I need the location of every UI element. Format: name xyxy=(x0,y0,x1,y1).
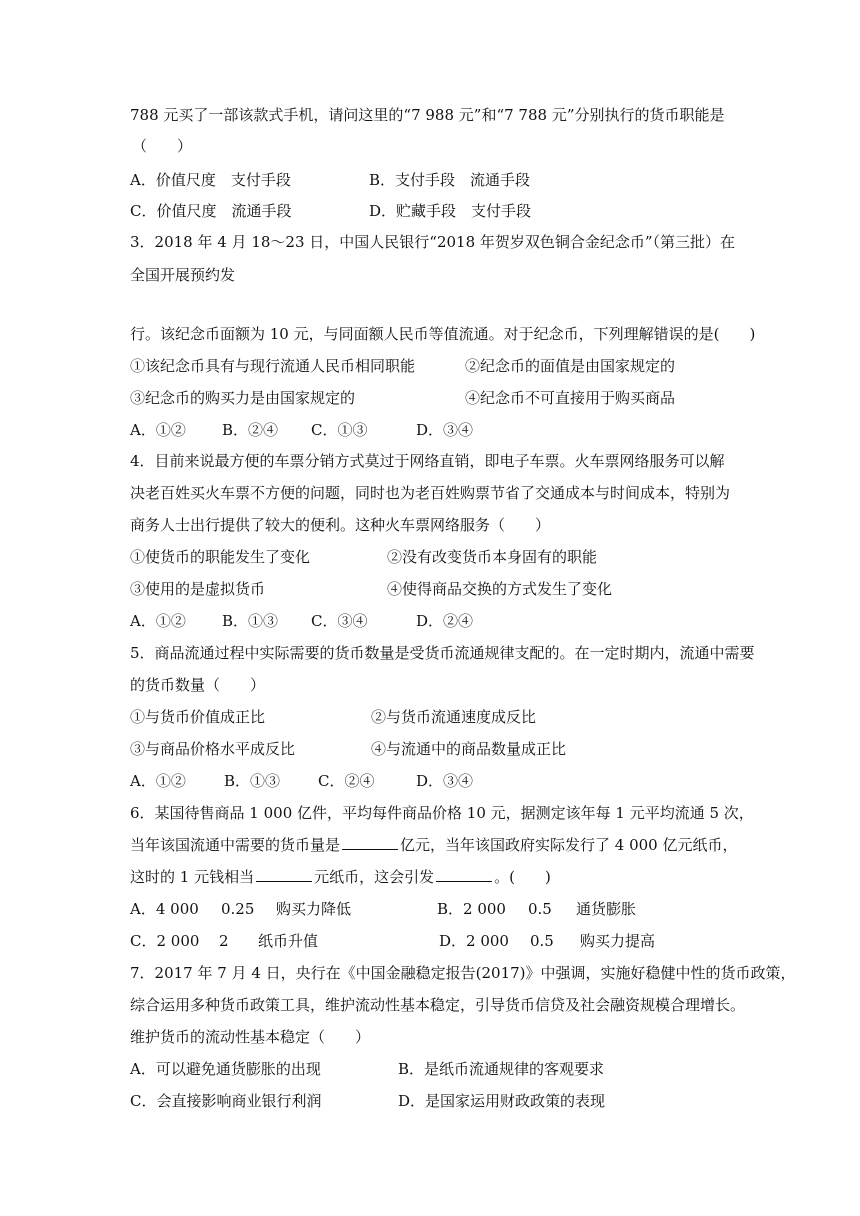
q2-stem-line2: （ ） xyxy=(132,137,193,155)
fill-blank-2 xyxy=(256,867,312,882)
q7-option-a: A．可以避免通货膨胀的出现 xyxy=(130,1060,321,1078)
q3-option-d: D．③④ xyxy=(416,421,474,439)
q7-stem-line1: 7．2017 年 7 月 4 日，央行在《中国金融稳定报告(2017)》中强调，实施好稳健中性的货币政策， xyxy=(130,964,796,982)
q2-option-b: B．支付手段 流通手段 xyxy=(369,171,531,189)
q3-statement-3: ③纪念币的购买力是由国家规定的 xyxy=(130,389,356,407)
q6-stem-line2 xyxy=(130,835,740,855)
q6-stem-line1: 6．某国待售商品 1 000 亿件，平均每件商品价格 10 元，据测定该年每 1 元平均流通 5 次， xyxy=(130,804,754,822)
q5-statement-4: ④与流通中的商品数量成正比 xyxy=(371,740,567,758)
q4-stem-line3: 商务人士出行提供了较大的便利。这种火车票网络服务（ ） xyxy=(130,516,551,534)
fill-blank-1 xyxy=(342,835,398,850)
q4-option-d: D．②④ xyxy=(416,612,474,630)
q3-stem-line2: 全国开展预约发 xyxy=(130,266,236,284)
q5-stem-line1: 5．商品流通过程中实际需要的货币数量是受货币流通规律支配的。在一定时期内，流通中需要 xyxy=(130,644,755,662)
q3-option-b: B．②④ xyxy=(222,421,279,439)
q7-stem-line3: 维护货币的流动性基本稳定（ ） xyxy=(130,1028,371,1046)
q4-option-b: B．①③ xyxy=(222,612,279,630)
q4-stem-line1: 4．目前来说最方便的车票分销方式莫过于网络直销，即电子车票。火车票网络服务可以解 xyxy=(130,452,725,470)
q6-stem-line3-part2: 元纸币，这会引发 xyxy=(314,868,435,886)
q5-option-b: B．①③ xyxy=(224,772,281,790)
q3-statement-2: ②纪念币的面值是由国家规定的 xyxy=(465,357,676,375)
fill-blank-3 xyxy=(436,867,492,882)
q6-option-b-letter: B．2 000 xyxy=(437,900,506,918)
q4-statement-3: ③使用的是虚拟货币 xyxy=(130,580,266,598)
q5-option-a: A．①② xyxy=(130,772,186,790)
q5-statement-3: ③与商品价格水平成反比 xyxy=(130,740,296,758)
q7-option-b: B．是纸币流通规律的客观要求 xyxy=(398,1060,605,1078)
q6-option-a-effect: 购买力降低 xyxy=(276,900,352,918)
q6-option-c-effect: 纸币升值 xyxy=(258,932,319,950)
q3-option-c: C．①③ xyxy=(311,421,368,439)
q4-statement-4: ④使得商品交换的方式发生了变化 xyxy=(387,580,613,598)
q4-option-a: A．①② xyxy=(130,612,186,630)
q2-option-d: D．贮藏手段 支付手段 xyxy=(369,202,532,220)
q5-stem-line2: 的货币数量（ ） xyxy=(130,676,266,694)
q7-stem-line2: 综合运用多种货币政策工具，维护流动性基本稳定，引导货币信贷及社会融资规模合理增长。 xyxy=(130,996,746,1014)
q5-statement-2: ②与货币流通速度成反比 xyxy=(371,708,537,726)
q4-statement-1: ①使货币的职能发生了变化 xyxy=(130,548,311,566)
q5-option-d: D．③④ xyxy=(416,772,474,790)
q6-option-d-effect: 购买力提高 xyxy=(580,932,656,950)
q6-option-c-letter: C．2 000 xyxy=(130,932,200,950)
q2-option-a: A．价值尺度 支付手段 xyxy=(130,171,291,189)
q3-stem-line3: 行。该纪念币面额为 10 元，与同面额人民币等值流通。对于纪念币，下列理解错误的是( ) xyxy=(130,325,756,343)
q4-stem-line2: 决老百姓买火车票不方便的问题，同时也为老百姓购票节省了交通成本与时间成本，特别为 xyxy=(130,484,731,502)
q3-statement-1: ①该纪念币具有与现行流通人民币相同职能 xyxy=(130,357,416,375)
q6-option-a-value: 0.25 xyxy=(221,900,255,918)
q6-stem-line3-part3: 。( ) xyxy=(494,868,551,886)
q6-option-a-letter: A．4 000 xyxy=(130,900,199,918)
q5-option-c: C．②④ xyxy=(318,772,375,790)
q4-option-c: C．③④ xyxy=(311,612,368,630)
q7-option-d: D．是国家运用财政政策的表现 xyxy=(398,1092,606,1110)
q6-stem-line3 xyxy=(130,867,740,887)
q6-stem-line2-part2: 亿元，当年该国政府实际发行了 4 000 亿元纸币， xyxy=(400,836,738,854)
q2-option-c: C．价值尺度 流通手段 xyxy=(130,202,292,220)
q3-statement-4: ④纪念币不可直接用于购买商品 xyxy=(465,389,676,407)
q5-statement-1: ①与货币价值成正比 xyxy=(130,708,266,726)
q6-option-d-value: 0.5 xyxy=(530,932,554,950)
q3-option-a: A．①② xyxy=(130,421,186,439)
q6-option-b-value: 0.5 xyxy=(528,900,552,918)
q2-stem-line1: 788 元买了一部该款式手机，请问这里的“7 988 元”和“7 788 元”分别执行的货币职能是 xyxy=(130,106,725,124)
q7-option-c: C．会直接影响商业银行利润 xyxy=(130,1092,322,1110)
q6-option-b-effect: 通货膨胀 xyxy=(576,900,637,918)
q6-stem-line3-part1: 这时的 1 元钱相当 xyxy=(130,868,255,886)
q6-option-c-value: 2 xyxy=(219,932,229,950)
q4-statement-2: ②没有改变货币本身固有的职能 xyxy=(387,548,598,566)
q3-stem-line1: 3．2018 年 4 月 18～23 日，中国人民银行“2018 年贺岁双色铜合金纪念币”（第三批）在 xyxy=(130,233,736,251)
q6-option-d-letter: D．2 000 xyxy=(439,932,509,950)
q6-stem-line2-part1: 当年该国流通中需要的货币量是 xyxy=(130,836,341,854)
